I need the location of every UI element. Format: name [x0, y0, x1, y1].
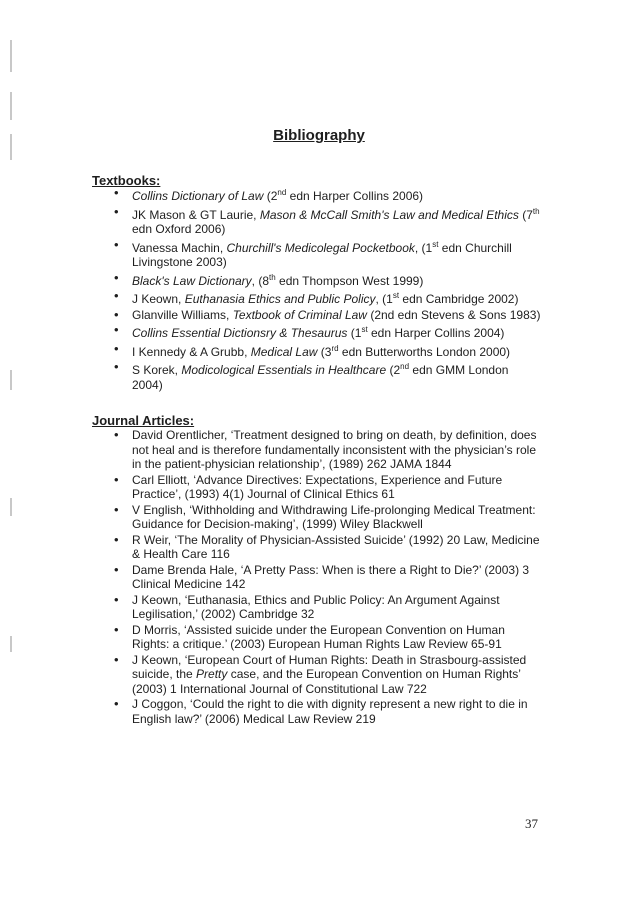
- reference-text: , (1: [375, 292, 393, 306]
- reference-item: [112, 205, 542, 237]
- scan-edge-mark: [10, 498, 12, 516]
- reference-item: [112, 308, 542, 323]
- reference-text: edn Thompson West 1999): [275, 273, 424, 288]
- reference-text: Glanville Williams,: [132, 307, 233, 322]
- reference-text: J Keown, ‘European Court of Human Rights: Death in Strasbourg-assisted suicide, the: [132, 652, 527, 681]
- journal-articles-list: [112, 428, 542, 727]
- reference-text: J Coggon, ‘Could the right to die with dignity represent a new right to die in English law?’ (2006) Medical Law Review 219: [132, 697, 528, 726]
- reference-text: (3: [317, 344, 332, 359]
- reference-text: V English, ‘Withholding and Withdrawing Life-prolonging Medical Treatment: Guidance for Decision-making’, (1999) Wiley Blackwell: [132, 502, 536, 531]
- reference-text: Collins Essential Dictionsry & Thesaurus: [132, 326, 348, 340]
- reference-item: [112, 186, 542, 204]
- reference-item: [112, 342, 542, 360]
- reference-text: rd: [331, 343, 339, 353]
- reference-text: (2: [263, 189, 278, 203]
- reference-text: edn Butterworths London 2000): [338, 344, 511, 359]
- reference-text: Textbook of Criminal Law: [232, 307, 367, 322]
- reference-text: J Keown,: [132, 292, 185, 306]
- reference-text: Vanessa Machin,: [132, 240, 227, 255]
- reference-text: edn Oxford 2006): [132, 222, 226, 236]
- reference-text: st: [432, 239, 439, 249]
- reference-text: st: [392, 291, 400, 300]
- reference-text: nd: [400, 362, 410, 371]
- reference-text: Collins Dictionary of Law: [132, 189, 264, 203]
- reference-text: edn GMM London 2004): [132, 363, 509, 392]
- journal-articles-heading: Journal Articles:: [92, 413, 195, 428]
- reference-item: [112, 503, 542, 532]
- reference-text: (2: [386, 363, 401, 377]
- reference-text: edn Churchill Livingstone 2003): [132, 240, 512, 269]
- reference-text: edn Cambridge 2002): [399, 292, 519, 306]
- reference-text: S Korek,: [132, 363, 182, 377]
- reference-item: [112, 623, 542, 652]
- reference-text: Dame Brenda Hale, ‘A Pretty Pass: When is there a Right to Die?’ (2003) 3 Clinical Medicine 142: [132, 562, 530, 591]
- textbooks-list: [112, 186, 542, 393]
- reference-text: J Keown, ‘Euthanasia, Ethics and Public Policy: An Argument Against Legilisation,’ (2002) Cambridge 32: [132, 592, 500, 621]
- reference-item: [112, 238, 542, 270]
- reference-item: [112, 323, 542, 341]
- scan-edge-mark: [10, 370, 12, 390]
- scan-edge-mark: [10, 92, 12, 120]
- reference-item: [112, 593, 542, 622]
- reference-text: David Orentlicher, ‘Treatment designed to bring on death, by definition, does not heal and is therefore fundamentally inconsistent with the physician’s role in the patient-physician relationship’, (1989) 262 JAMA 1844: [132, 428, 537, 471]
- reference-text: Black's Law Dictionary: [132, 273, 252, 288]
- reference-text: R Weir, ‘The Morality of Physician-Assisted Suicide’ (1992) 20 Law, Medicine & Health Care 116: [132, 532, 540, 561]
- reference-text: Mason & McCall Smith's Law and Medical Ethics: [259, 207, 519, 222]
- reference-text: edn Harper Collins 2004): [367, 326, 505, 340]
- reference-text: (1: [347, 326, 362, 340]
- reference-item: [112, 271, 542, 289]
- reference-text: Modicological Essentials in Healthcare: [181, 363, 387, 377]
- reference-text: th: [269, 272, 276, 282]
- textbooks-heading: Textbooks:: [92, 173, 161, 188]
- reference-text: case, and the European Convention on Human Rights’ (2003) 1 International Journal of Constitutional Law 722: [132, 667, 521, 696]
- reference-text: Carl Elliott, ‘Advance Directives: Expectations, Experience and Future Practice’, (1993) 4(1) Journal of Clinical Ethics 61: [132, 472, 503, 501]
- reference-text: , (8: [251, 273, 270, 288]
- reference-text: Medical Law: [250, 344, 318, 359]
- reference-item: [112, 360, 542, 392]
- reference-item: [112, 653, 542, 697]
- reference-text: , (1: [414, 240, 433, 255]
- reference-text: st: [361, 325, 368, 334]
- reference-item: [112, 697, 542, 726]
- reference-text: th: [532, 206, 540, 216]
- reference-text: Pretty: [196, 667, 228, 681]
- reference-item: [112, 473, 542, 502]
- reference-text: D Morris, ‘Assisted suicide under the European Convention on Human Rights: a critique.’ (2003) European Human Rights Law Review 65-91: [132, 622, 505, 651]
- reference-item: [112, 563, 542, 592]
- reference-text: I Kennedy & A Grubb,: [132, 344, 251, 359]
- scan-edge-mark: [10, 40, 12, 72]
- reference-text: JK Mason & GT Laurie,: [132, 207, 260, 222]
- reference-text: (7: [518, 207, 533, 222]
- reference-item: [112, 428, 542, 472]
- reference-item: [112, 289, 542, 307]
- reference-text: edn Harper Collins 2006): [286, 189, 424, 203]
- scan-edge-mark: [10, 636, 12, 652]
- page-title: Bibliography: [273, 127, 365, 144]
- reference-item: [112, 533, 542, 562]
- reference-text: Euthanasia Ethics and Public Policy: [184, 292, 376, 306]
- reference-text: Churchill's Medicolegal Pocketbook: [226, 240, 415, 255]
- reference-text: nd: [277, 188, 287, 197]
- reference-text: (2nd edn Stevens & Sons 1983): [366, 307, 541, 322]
- page-number: 37: [525, 816, 538, 831]
